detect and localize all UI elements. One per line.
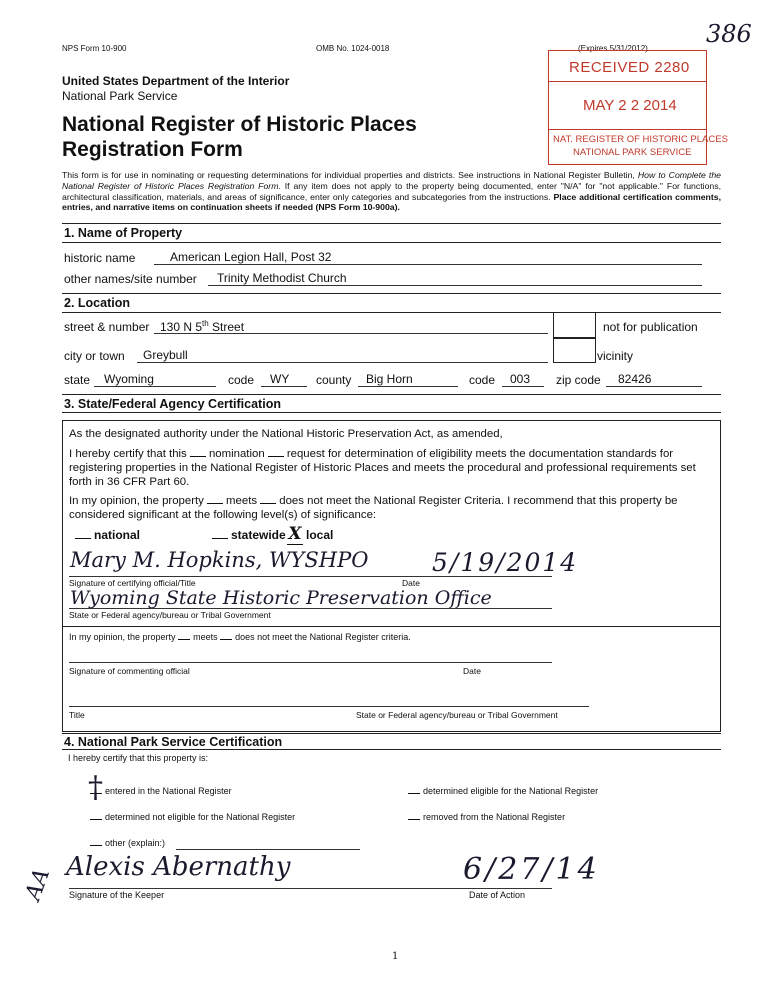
action-date-handwritten: 6/27/14 [463, 852, 600, 887]
county-label: county [316, 373, 352, 387]
intro-continuation-note: Place additional certification comments, entries, and narrative items on continuation sheets if needed (NPS Form 10-900a). [62, 191, 722, 213]
section3-heading: 3. State/Federal Agency Certification [64, 397, 281, 411]
vicinity-checkbox[interactable] [553, 337, 596, 363]
page-title: National Register of Historic Places [62, 113, 417, 136]
section2-top-rule [62, 293, 721, 294]
agency-label-2: State or Federal agency/bureau or Tribal Government [356, 710, 558, 720]
stamp-date: MAY 2 2 2014 [583, 97, 677, 114]
title-label: Title [69, 710, 85, 720]
form-number: NPS Form 10-900 [62, 44, 127, 53]
certifying-signature: Mary M. Hopkins, WYSHPO [70, 548, 369, 572]
keeper-signature-label: Signature of the Keeper [69, 890, 165, 900]
action-date-label: Date of Action [469, 890, 526, 900]
county-code-label: code [469, 373, 496, 387]
certifying-agency-label: State or Federal agency/bureau or Tribal Government [69, 610, 271, 620]
level-local[interactable] [287, 524, 333, 545]
comment-does-not-meet-blank[interactable] [220, 639, 232, 640]
zip-line [606, 386, 702, 387]
street-suffix: th [202, 319, 209, 328]
title-line [69, 706, 589, 707]
commenting-date-label: Date [463, 666, 481, 676]
state-label: state [64, 373, 91, 387]
certifying-signature-line [69, 576, 552, 577]
vicinity-label: vicinity [597, 349, 634, 363]
certifying-signature-label: Signature of certifying official/Title [69, 578, 196, 588]
service: National Park Service [62, 89, 178, 103]
comment-opinion-b: meets [193, 632, 218, 642]
intro-instructions [62, 170, 721, 213]
option-other[interactable] [90, 838, 165, 848]
request-blank[interactable] [268, 456, 284, 457]
cert-opinion-b: meets [226, 495, 258, 507]
other-explain-line[interactable] [176, 849, 360, 850]
section4-heading: 4. National Park Service Certification [64, 735, 283, 749]
other-names-label: other names/site number [64, 272, 197, 286]
section1-heading: 1. Name of Property [64, 226, 183, 240]
local-mark: X [288, 524, 302, 544]
option-not-eligible-label: determined not eligible for the National Register [105, 812, 296, 822]
cert-opinion-c: does not meet the National Register Criteria. I recommend that this property be considered significant at the following level(s) of significance: [69, 495, 678, 521]
certifying-date: 5/19/2014 [432, 548, 579, 577]
comment-opinion-a: In my opinion, the property [69, 632, 176, 642]
intro-bulletin-title: How to Complete the National Register of Historic Places Registration Form. [62, 170, 722, 191]
comment-rule [62, 626, 721, 627]
department: United States Department of the Interior [62, 74, 290, 88]
street-number: 130 N 5 [160, 320, 203, 334]
county-value[interactable]: Big Horn [366, 372, 413, 386]
historic-name-value[interactable]: American Legion Hall, Post 32 [170, 250, 332, 264]
other-blank [90, 845, 102, 846]
option-removed-label: removed from the National Register [423, 812, 566, 822]
commenting-signature-label: Signature of commenting official [69, 666, 190, 676]
level-local-label: local [306, 528, 334, 542]
stamp-divider-2 [549, 129, 706, 130]
certifying-agency-line [69, 608, 552, 609]
other-names-line [208, 285, 702, 286]
page-number: 1 [392, 951, 399, 962]
stamp-divider [549, 81, 706, 82]
not-for-publication-label: not for publication [603, 320, 698, 334]
section4-bottom-rule [62, 749, 721, 750]
removed-blank [408, 819, 420, 820]
option-entered[interactable] [90, 786, 232, 796]
street-label: street & number [64, 320, 150, 334]
cert-certify-paragraph [69, 447, 714, 489]
omb-number: OMB No. 1024-0018 [316, 44, 390, 53]
state-line [94, 386, 216, 387]
nomination-blank[interactable] [190, 456, 206, 457]
comment-opinion-c: does not meet the National Register criteria. [235, 632, 411, 642]
received-stamp [548, 50, 728, 165]
option-entered-label: entered in the National Register [105, 786, 232, 796]
option-determined-eligible-label: determined eligible for the National Register [423, 786, 599, 796]
level-national-label: national [94, 528, 141, 542]
option-removed[interactable] [408, 812, 565, 822]
city-label: city or town [64, 349, 125, 363]
city-line [137, 362, 548, 363]
statewide-blank [212, 538, 228, 539]
historic-name-line [154, 264, 702, 265]
option-not-eligible[interactable] [90, 812, 295, 822]
zip-label: zip code [556, 373, 601, 387]
section3-bottom-rule [62, 412, 721, 413]
section1-top-rule [62, 223, 721, 224]
does-not-meet-blank[interactable] [260, 503, 276, 504]
national-blank [75, 538, 91, 539]
level-statewide[interactable] [212, 528, 286, 542]
state-value[interactable]: Wyoming [104, 372, 154, 386]
other-names-value[interactable]: Trinity Methodist Church [217, 271, 347, 285]
certifying-agency-handwritten: Wyoming State Historic Preservation Office [70, 587, 492, 609]
not-for-publication-checkbox[interactable] [553, 312, 596, 339]
cert-certify-c: request for determination of eligibility meets the documentation standards for registering properties in the National Register of Historic Places and meets the procedural and professional requirements set forth in 36 CFR Part 60. [69, 448, 696, 488]
section4-top-rule [62, 733, 721, 734]
street-tail: Street [208, 320, 245, 334]
comment-opinion [69, 632, 411, 642]
eligible-blank [408, 793, 420, 794]
county-code-value[interactable]: 003 [510, 372, 531, 386]
entered-check-mark: † [88, 770, 103, 805]
section2-heading: 2. Location [64, 296, 130, 310]
nps-certify-text: I hereby certify that this property is: [68, 753, 209, 763]
page-subtitle: Registration Form [62, 138, 243, 161]
keeper-signature-line [69, 888, 552, 889]
cert-certify-a: I hereby certify that this [69, 448, 187, 460]
cert-certify-b: nomination [208, 448, 265, 460]
stamp-line1: NAT. REGISTER OF HISTORIC PLACES [553, 134, 728, 145]
certifying-date-label: Date [402, 578, 420, 588]
level-statewide-label: statewide [231, 528, 286, 542]
option-determined-eligible[interactable] [408, 786, 598, 796]
section3-top-rule [62, 394, 721, 395]
keeper-signature: Alexis Abernathy [66, 852, 291, 882]
comment-meets-blank[interactable] [178, 639, 190, 640]
state-code-label: code [228, 373, 255, 387]
stamp-received: RECEIVED 2280 [569, 59, 690, 76]
intro-text-2: If any item does not apply to the property being documented, enter "N/A" for "not applicable." For functions, architectural classification, materials, and areas of significance, enter only categories and subcategories from the instructions. [62, 180, 721, 202]
commenting-signature-line [69, 662, 552, 663]
option-other-label: other (explain:) [105, 838, 166, 848]
margin-initials: AA [20, 865, 56, 904]
level-national[interactable] [75, 528, 140, 542]
cert-opinion-paragraph [69, 494, 714, 522]
cert-authority: As the designated authority under the National Historic Preservation Act, as amended, [69, 428, 503, 440]
section2-bottom-rule [62, 312, 721, 313]
zip-value[interactable]: 82426 [618, 372, 652, 386]
corner-handwritten-note: 386 [706, 20, 752, 48]
county-line [358, 386, 458, 387]
state-code-line [261, 386, 307, 387]
historic-name-label: historic name [64, 251, 136, 265]
section1-bottom-rule [62, 242, 721, 243]
expiration-date: (Expires 5/31/2012) [578, 44, 648, 53]
city-value[interactable]: Greybull [143, 348, 188, 362]
meets-blank[interactable] [207, 503, 223, 504]
not-eligible-blank [90, 819, 102, 820]
state-code-value[interactable]: WY [270, 372, 290, 386]
county-code-line [502, 386, 544, 387]
intro-text-1: This form is for use in nominating or requesting determinations for individual properties and districts. See instructions in National Register Bulletin, [62, 170, 638, 180]
street-value[interactable] [160, 319, 244, 334]
stamp-line2: NATIONAL PARK SERVICE [573, 147, 692, 158]
cert-opinion-a: In my opinion, the property [69, 495, 204, 507]
